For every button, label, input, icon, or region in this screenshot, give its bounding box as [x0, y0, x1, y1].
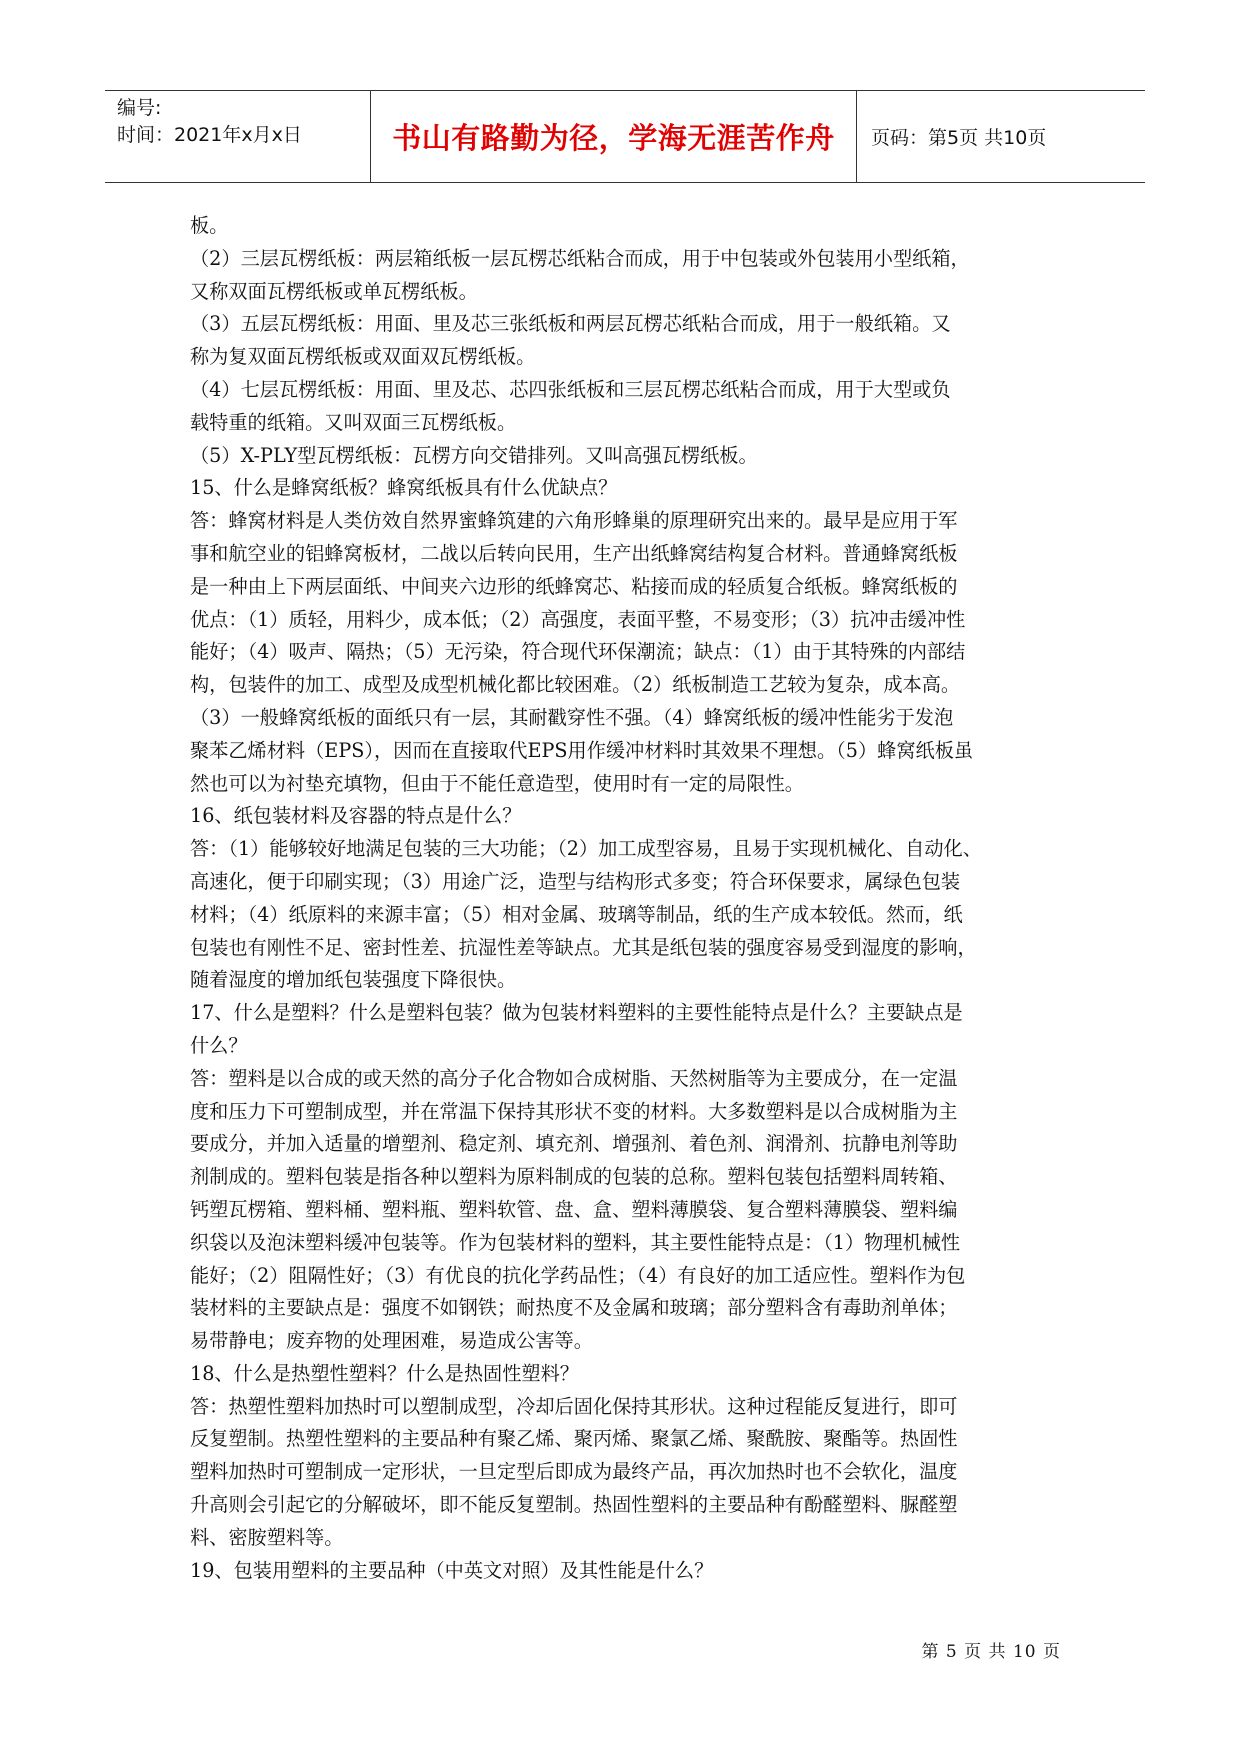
text-line: （3）一般蜂窝纸板的面纸只有一层，其耐戳穿性不强。（4）蜂窝纸板的缓冲性能劣于发泡 — [190, 705, 954, 729]
text-line: （4）七层瓦楞纸板：用面、里及芯、芯四张纸板和三层瓦楞芯纸粘合而成，用于大型或负 — [190, 377, 951, 401]
text-line: 17、什么是塑料？什么是塑料包装？做为包装材料塑料的主要性能特点是什么？主要缺点是 — [190, 1001, 963, 1025]
text-line: 15、什么是蜂窝纸板？蜂窝纸板具有什么优缺点？ — [190, 476, 618, 500]
page-footer: 第 5 页 共 10 页 — [921, 1642, 1061, 1662]
time-label: 时间：2021年x月x日 — [117, 124, 302, 146]
text-line: 料、密胺塑料等。 — [190, 1525, 344, 1549]
document-body — [190, 210, 1075, 1587]
header-left-cell — [105, 91, 370, 182]
text-line: 构，包装件的加工、成型及成型机械化都比较困难。（2）纸板制造工艺较为复杂，成本高。 — [190, 673, 961, 697]
text-line: 织袋以及泡沫塑料缓冲包装等。作为包装材料的塑料，其主要性能特点是：（1）物理机械性 — [190, 1230, 961, 1254]
text-line: 18、什么是热塑性塑料？什么是热固性塑料？ — [190, 1361, 579, 1385]
text-line: 聚苯乙烯材料（EPS），因而在直接取代EPS用作缓冲材料时其效果不理想。（5）蜂窝纸板虽 — [190, 738, 974, 762]
text-line: 钙塑瓦楞箱、塑料桶、塑料瓶、塑料软管、盘、盒、塑料薄膜袋、复合塑料薄膜袋、塑料编 — [190, 1197, 958, 1221]
text-line: 答：（1）能够较好地满足包装的三大功能；（2）加工成型容易，且易于实现机械化、自动化、 — [190, 837, 982, 861]
text-line: 优点：（1）质轻，用料少，成本低；（2）高强度，表面平整，不易变形；（3）抗冲击缓冲性 — [190, 607, 966, 631]
text-line: 是一种由上下两层面纸、中间夹六边形的纸蜂窝芯、粘接而成的轻质复合纸板。蜂窝纸板的 — [190, 574, 958, 598]
text-line: 答：塑料是以合成的或天然的高分子化合物如合成树脂、天然树脂等为主要成分，在一定温 — [190, 1066, 958, 1090]
text-line: 答：热塑性塑料加热时可以塑制成型，冷却后固化保持其形状。这种过程能反复进行，即可 — [190, 1394, 958, 1418]
text-line: 16、纸包装材料及容器的特点是什么？ — [190, 804, 522, 828]
page-header — [105, 90, 1145, 183]
text-line: 然也可以为衬垫充填物，但由于不能任意造型，使用时有一定的局限性。 — [190, 771, 804, 795]
text-line: 称为复双面瓦楞纸板或双面双瓦楞纸板。 — [190, 345, 536, 369]
text-line: 装材料的主要缺点是：强度不如钢铁；耐热度不及金属和玻璃；部分塑料含有毒助剂单体； — [190, 1296, 958, 1320]
text-line: 材料；（4）纸原料的来源丰富；（5）相对金属、玻璃等制品，纸的生产成本较低。然而，纸 — [190, 902, 963, 926]
text-line: 载特重的纸箱。又叫双面三瓦楞纸板。 — [190, 410, 517, 434]
text-line: 升高则会引起它的分解破坏，即不能反复塑制。热固性塑料的主要品种有酚醛塑料、脲醛塑 — [190, 1493, 958, 1517]
text-line: （2）三层瓦楞纸板：两层箱纸板一层瓦楞芯纸粘合而成，用于中包装或外包装用小型纸箱， — [190, 246, 970, 270]
text-line: 高速化，便于印刷实现；（3）用途广泛，造型与结构形式多变；符合环保要求，属绿色包装 — [190, 869, 961, 893]
text-line: （5）X-PLY型瓦楞纸板：瓦楞方向交错排列。又叫高强瓦楞纸板。 — [190, 443, 758, 467]
text-line: 度和压力下可塑制成型，并在常温下保持其形状不变的材料。大多数塑料是以合成树脂为主 — [190, 1099, 958, 1123]
text-line: 易带静电；废弃物的处理困难，易造成公害等。 — [190, 1329, 593, 1353]
text-line: 反复塑制。热塑性塑料的主要品种有聚乙烯、聚丙烯、聚氯乙烯、聚酰胺、聚酯等。热固性 — [190, 1427, 958, 1451]
text-line: 能好；（4）吸声、隔热；（5）无污染，符合现代环保潮流；缺点：（1）由于其特殊的内部结 — [190, 640, 966, 664]
text-line: 要成分，并加入适量的增塑剂、稳定剂、填充剂、增强剂、着色剂、润滑剂、抗静电剂等助 — [190, 1132, 958, 1156]
text-line: 能好；（2）阻隔性好；（3）有优良的抗化学药品性；（4）有良好的加工适应性。塑料作为包 — [190, 1263, 966, 1287]
text-line: 剂制成的。塑料包装是指各种以塑料为原料制成的包装的总称。塑料包装包括塑料周转箱、 — [190, 1165, 958, 1189]
text-line: 19、包装用塑料的主要品种（中英文对照）及其性能是什么？ — [190, 1558, 714, 1582]
text-line: 答：蜂窝材料是人类仿效自然界蜜蜂筑建的六角形蜂巢的原理研究出来的。最早是应用于军 — [190, 509, 958, 533]
text-line: 随着湿度的增加纸包装强度下降很快。 — [190, 968, 517, 992]
text-line: 包装也有刚性不足、密封性差、抗湿性差等缺点。尤其是纸包装的强度容易受到湿度的影响， — [190, 935, 977, 959]
header-motto: 书山有路勤为径，学海无涯苦作舟 — [370, 91, 857, 182]
header-page-info: 页码：第5页 共10页 — [871, 127, 1047, 149]
text-line: 又称双面瓦楞纸板或单瓦楞纸板。 — [190, 279, 478, 303]
serial-label: 编号: — [117, 97, 162, 119]
text-line: 塑料加热时可塑制成一定形状，一旦定型后即成为最终产品，再次加热时也不会软化，温度 — [190, 1460, 958, 1484]
text-line: （3）五层瓦楞纸板：用面、里及芯三张纸板和两层瓦楞芯纸粘合而成，用于一般纸箱。又 — [190, 312, 951, 336]
text-line: 板。 — [190, 214, 229, 237]
text-line: 事和航空业的铝蜂窝板材，二战以后转向民用，生产出纸蜂窝结构复合材料。普通蜂窝纸板 — [190, 541, 958, 565]
text-line: 什么？ — [190, 1033, 248, 1057]
